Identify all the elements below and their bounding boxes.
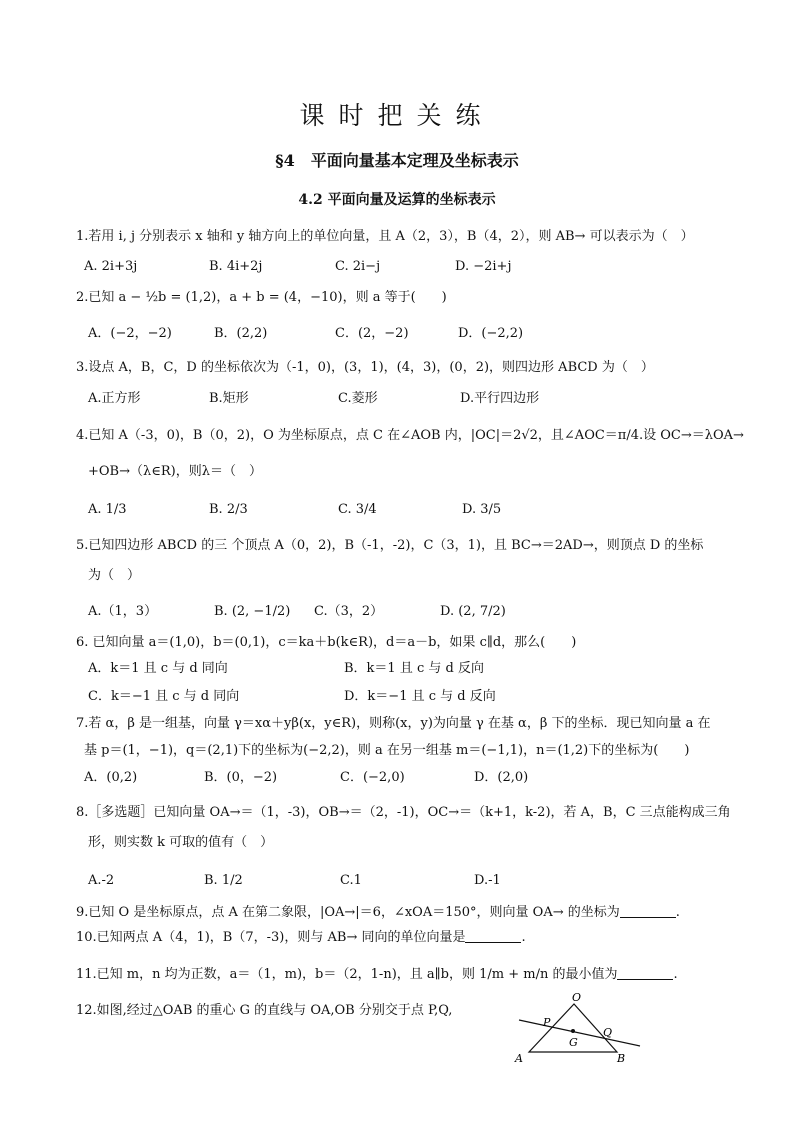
question-3-option-b: B.矩形 <box>209 391 249 406</box>
question-4-option-b: B. 2/3 <box>209 502 248 517</box>
question-1-option-c: C. 2i−j <box>335 259 381 274</box>
question-5-stem: 5.已知四边形 ABCD 的三 个顶点 A（0，2)，B（-1，-2)，C（3，1)，且 BC→＝2AD→，则顶点 D 的坐标 <box>76 538 704 553</box>
question-5-option-c: C.（3，2） <box>314 604 384 619</box>
question-3-option-c: C.菱形 <box>338 391 378 406</box>
question-4-stem: 4.已知 A（-3，0)，B（0，2)，O 为坐标原点，点 C 在∠AOB 内，|OC|＝2√2，且∠AOC＝π/4.设 OC→＝λOA→ <box>76 428 744 443</box>
question-5-stem-cont: 为（ ） <box>88 568 141 583</box>
label-q: Q <box>603 1026 613 1039</box>
label-p: P <box>543 1016 551 1029</box>
question-8-option-c: C.1 <box>340 873 362 888</box>
question-1-option-b: B. 4i+2j <box>209 259 263 274</box>
question-9-answer-blank[interactable] <box>620 905 676 918</box>
label-b: B <box>617 1052 626 1065</box>
question-1-stem: 1.若用 i, j 分别表示 x 轴和 y 轴方向上的单位向量，且 A（2，3），B（4，2），则 AB→ 可以表示为（ ） <box>76 229 694 244</box>
label-o: O <box>572 991 582 1004</box>
centroid-point <box>571 1029 575 1033</box>
page-title: 课时把关练 <box>299 101 495 130</box>
question-5-option-b: B. (2, −1/2) <box>214 604 291 619</box>
question-9-text: 9.已知 O 是坐标原点，点 A 在第二象限，|OA→|＝6，∠xOA＝150°，则向量 OA→ 的坐标为 <box>76 905 620 920</box>
question-11-text: 11.已知 m，n 均为正数，a＝（1，m)，b＝（2，1-n)，且 a∥b，则 1/m + m/n 的最小值为 <box>76 967 618 982</box>
question-7-stem-cont: 基 p＝(1，−1)，q＝(2,1)下的坐标为(−2,2)，则 a 在另一组基 m＝(−1,1)，n＝(1,2)下的坐标为( ) <box>84 743 690 758</box>
question-8-option-a: A.-2 <box>88 873 115 888</box>
question-9-stem <box>76 904 680 922</box>
question-2-option-a: A．(−2，−2) <box>88 326 172 341</box>
question-6-option-a: A．k＝1 且 c 与 d 同向 <box>88 661 228 676</box>
question-2-option-d: D．(−2,2) <box>458 326 524 341</box>
question-10-tail: . <box>521 930 526 945</box>
question-2-option-c: C．(2，−2) <box>335 326 409 341</box>
question-11-stem <box>76 966 678 984</box>
question-3-option-a: A.正方形 <box>88 391 141 406</box>
question-7-stem: 7.若 α，β 是一组基，向量 γ＝xα＋yβ(x，y∈R)，则称(x，y)为向量 γ 在基 α，β 下的坐标．现已知向量 a 在 <box>76 716 711 731</box>
question-1-option-d: D. −2i+j <box>455 259 512 274</box>
question-3-option-d: D.平行四边形 <box>460 391 540 406</box>
question-4-option-c: C. 3/4 <box>338 502 377 517</box>
question-6-option-b: B．k＝1 且 c 与 d 反向 <box>344 661 484 676</box>
section-heading: §4 平面向量基本定理及坐标表示 <box>275 151 519 170</box>
question-6-stem: 6. 已知向量 a＝(1,0)，b＝(0,1)，c＝ka＋b(k∈R)，d＝a－b，如果 c∥d，那么( ) <box>76 635 577 650</box>
question-5-option-d: D. (2, 7/2) <box>440 604 506 619</box>
question-7-option-d: D．(2,0) <box>474 770 529 785</box>
question-10-answer-blank[interactable] <box>465 930 521 943</box>
question-8-stem-cont: 形，则实数 k 可取的值有（ ） <box>88 835 274 850</box>
question-9-tail: . <box>675 905 680 920</box>
question-2-option-b: B．(2,2) <box>214 326 268 341</box>
question-12-stem: 12.如图,经过△OAB 的重心 G 的直线与 OA,OB 分别交于点 P,Q, <box>76 1003 453 1018</box>
question-8-stem: 8.［多选题］已知向量 OA→＝（1，-3)，OB→＝（2，-1)，OC→＝（k+1，k-2)，若 A，B，C 三点能构成三角 <box>76 805 731 820</box>
question-2-stem: 2.已知 a − ½b = (1,2)，a + b = (4，−10)，则 a 等于( ) <box>76 290 447 305</box>
question-8-option-d: D.-1 <box>474 873 501 888</box>
triangle-figure <box>505 990 655 1070</box>
subsection-heading: 4.2 平面向量及运算的坐标表示 <box>298 192 496 208</box>
label-g: G <box>569 1036 578 1049</box>
question-3-stem: 3.设点 A，B，C，D 的坐标依次为（-1，0)，(3，1)，(4，3)，(0，2)，则四边形 ABCD 为（ ） <box>76 360 654 375</box>
question-10-stem <box>76 929 526 947</box>
label-a: A <box>515 1052 523 1065</box>
question-5-option-a: A.（1，3） <box>88 604 158 619</box>
question-4-option-a: A. 1/3 <box>88 502 127 517</box>
question-7-option-a: A．(0,2) <box>84 770 138 785</box>
question-6-option-c: C．k＝−1 且 c 与 d 同向 <box>88 689 240 704</box>
question-1-option-a: A. 2i+3j <box>84 259 138 274</box>
question-4-stem-cont: +OB→（λ∈R)，则λ＝（ ） <box>88 464 262 479</box>
question-7-option-c: C．(−2,0) <box>340 770 405 785</box>
question-11-answer-blank[interactable] <box>617 967 673 980</box>
question-8-option-b: B. 1/2 <box>204 873 243 888</box>
question-4-option-d: D. 3/5 <box>462 502 502 517</box>
question-6-option-d: D．k＝−1 且 c 与 d 反向 <box>344 689 496 704</box>
question-10-text: 10.已知两点 A（4，1)，B（7，-3)，则与 AB→ 同向的单位向量是 <box>76 930 466 945</box>
question-7-option-b: B．(0，−2) <box>204 770 278 785</box>
question-11-tail: . <box>673 967 678 982</box>
line-through-g <box>519 1020 640 1046</box>
